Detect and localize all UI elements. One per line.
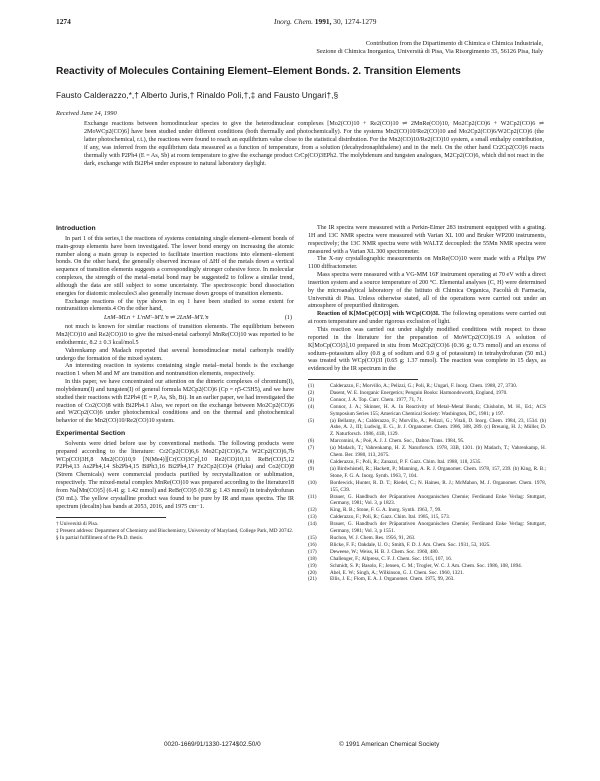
journal-volume: 30, 1274-1279: [333, 17, 377, 26]
equation-number: (1): [284, 315, 292, 322]
reference-item: [308, 445, 546, 459]
reference-item: [308, 480, 546, 494]
reference-item: [308, 397, 546, 404]
reference-text: (a) Bellamy, A.; Calderazzo, F.; Morvillo, A.; Pelizzi, G.; Vitali, D. Inorg. Chem. 1984, 23, 1534. (b) Ashe, A. J., III; Ludwig, E. G., Jr. J. Organomet. Chem. 1986, 308, 289. (c) Breunig, H. J.; Müller, D. Z. Naturforsch. 1986, 41B, 1129.: [330, 417, 546, 438]
reference-text: Deweese, W.; Weiss, H. B. J. Chem. Soc. 1960, 480.: [330, 548, 439, 555]
methods-paragraph-1: The IR spectra were measured with a Perkin-Elmer 283 instrument equipped with a grating. 1H and 13C NMR spectra were measured with Varian XL 100 and Bruker WP200 instruments, respectively; the 13C NMR spectra were with WALTZ decoupled: the 55Mn NMR spectra were measured with a Varian XL 300 spectrometer.: [308, 225, 546, 255]
reference-text: Calderazzo, F.; Morvillo, A.; Pelizzi, G.; Poli, R.; Ungari, F. Inorg. Chem. 1988, 27, 3730.: [330, 383, 518, 390]
reference-number: (18): [308, 555, 317, 562]
reference-item: [308, 494, 546, 508]
reference-number: (5): [308, 417, 315, 424]
reference-item: [308, 521, 546, 535]
reference-text: Schmidt, S. P.; Basolo, F.; Jensen, C. M.; Trogler, W. C. J. Am. Chem. Soc. 1986, 108, 1894.: [330, 562, 523, 569]
reference-item: [308, 556, 546, 563]
reference-number: (13): [308, 514, 317, 521]
reference-text: Brauer, G. Handbuch der Präparativen Anorganischen Chemie; Ferdinand Enke Verlag: Stuttgart, Germany, 1981; Vol. 3, p 1823.: [330, 493, 546, 507]
reaction-text: The following operations were carried out at room temperature and under rigorous exclusion of light.: [308, 311, 546, 326]
reference-number: (7): [308, 445, 315, 452]
intro-paragraph-6: In this paper, we have concentrated our attention on the dimeric complexes of chromium(I), molybdenum(I) and tungsten(I) of general formula M2Cp2(CO)6 (Cp = η5-C5H5), and we have studied their reactions with E2Ph4 (E = P, As, Sb, Bi). In an earlier paper, we had investigated the reaction of Co2(CO)8 with Bi2Ph4.1 Also, we report on the exchange between Mo2Cp2(CO)6 and W2Cp2(CO)6 under photochemical conditions and on the thermal and photochemical behavior of the Mn2(CO)10/Re2(CO)10 system.: [56, 379, 294, 425]
reference-text: Calderazzo, F.; Poli, R.; Gazz. Chim. Ital. 1985, 115, 573.: [330, 514, 450, 521]
contribution-line-1: Contribution from the Dipartimento di Chimica e Chimica Industriale,: [365, 40, 543, 47]
journal-name: Inorg. Chem.: [274, 17, 313, 26]
contribution-line-2: Sezione di Chimica Inorganica, Università di Pisa, Via Risorgimento 35, 56126 Pisa, Italy: [316, 48, 543, 56]
reference-number: (21): [308, 576, 317, 583]
reference-number: (8): [308, 459, 315, 465]
article-title: Reactivity of Molecules Containing Element–Element Bonds. 2. Transition Elements: [56, 66, 461, 77]
methods-paragraph-2: The X-ray crystallographic measurements on MnRe(CO)10 were made with a Philips PW 1100 diffractometer.: [308, 256, 546, 271]
footnote-rule: [56, 517, 166, 518]
left-column: [56, 225, 294, 733]
reference-item: [308, 549, 546, 556]
reference-item: [308, 390, 546, 397]
reference-number: (4): [308, 403, 315, 410]
reference-number: (17): [308, 548, 317, 555]
references-rule: [308, 379, 418, 380]
footnote-1: † Università di Pisa.: [56, 520, 99, 527]
received-date: Received June 14, 1990: [56, 110, 117, 117]
reference-number: (2): [308, 389, 315, 396]
reference-number: (1): [308, 383, 315, 390]
intro-paragraph-3: not much is known for similar reactions of transition elements. The equilibrium between Mn2(CO)10 and Re2(CO)10 to give the mixed-metal carbonyl MnRe(CO)10 was reported to be endothermic, 8.2 ± 0.3 kcal/mol.5: [56, 324, 294, 346]
reference-text: Abel, E. W.; Singh, A.; Wilkinson, G. J. Chem. Soc. 1960, 1321.: [330, 569, 464, 576]
reference-item: [308, 542, 546, 549]
reference-text: Marcomini, A.; Poë, A. J. J. Chem. Soc., Dalton Trans. 1984, 95.: [330, 438, 465, 445]
reaction-heading: Reaction of K[MoCp(CO)3] with WCp(CO)3I.: [317, 311, 440, 318]
journal-citation: [274, 17, 376, 26]
intro-paragraph-4: Vahrenkamp and Madach reported that several homodinuclear metal carbonyls readily undergo the formation of the mixed system.: [56, 347, 294, 362]
experimental-heading: Experimental Section: [56, 430, 126, 438]
contribution-affiliation: [223, 40, 543, 56]
methods-paragraph-5: This reaction was carried out under slightly modified conditions with respect to those reported in the literature for the preparation of MoWCp2(CO)6.19 A solution of K[MoCp(CO)3],10 prepared in situ from Mo2Cp2(CO)6 (0.36 g; 0.73 mmol) and an excess of sodium–potassium alloy (0.8 g of sodium and 0.9 g of potassium) in tetrahydrofuran (50 mL) was treated with WCp(CO)3I (0.65 g; 1.37 mmol). The reaction was complete in 15 days, as evidenced by the IR spectrum in the: [308, 326, 546, 373]
reference-text: Dasent, W. E. Inorganic Energetics; Penguin Books: Harmondsworth, England, 1970.: [330, 389, 508, 396]
copyright: © 1991 American Chemical Society: [339, 741, 440, 748]
introduction-heading: Introduction: [56, 225, 96, 232]
article-authors: Fausto Calderazzo,*,† Alberto Juris,† Rinaldo Poli,†,‡ and Fausto Ungari†,§: [56, 90, 339, 100]
intro-paragraph-1: In part 1 of this series,1 the reactions of systems containing single element–element bonds of main-group elements have been investigated. The lower bond energy on increasing the atomic number along a main group is expected to facilitate insertion reactions into element–element bonds. On the other hand, the generally observed increase of ΔHf of the metals down a vertical sequence of transition elements suggests a correspondingly stronger cohesive force. In molecular complexes, the strength of the metal–metal bond may be suggested2 to follow a similar trend, although the data are still subject to some uncertainty. The spectroscopic bond dissociation energies for diatomic molecules3 also generally increase down groups of transition elements.: [56, 235, 294, 297]
reference-number: (9): [308, 465, 315, 472]
reference-item: [308, 383, 546, 390]
methods-paragraph-3: Mass spectra were measured with a VG-MM 16F instrument operating at 70 eV with a direct insertion system and a source temperature of 200 °C. Elemental analyses (C, H) were determined by the microanalytical laboratory of the Istituto di Chimica Organica, Facoltà di Farmacia, Università di Pisa. Unless otherwise stated, all of the operations were carried out under an atmosphere of prepurified dinitrogen.: [308, 272, 546, 310]
reference-text: Connor, J. A. Top. Curr. Chem. 1977, 71, 71.: [330, 396, 424, 403]
page-number: 1274: [56, 17, 71, 26]
reference-item: [308, 563, 546, 570]
right-column: [308, 225, 546, 733]
reference-item: [308, 570, 546, 577]
reference-text: Ruchon, W. J. Chem. Res. 1956, 91, 263.: [330, 534, 416, 541]
reference-number: (11): [308, 493, 317, 500]
reference-text: Blicke, F. F.; Oakdale, U. O.; Smith, F. D. J. Am. Chem. Soc. 1931, 53, 1025.: [330, 541, 491, 548]
abstract: Exchange reactions between homodinuclear species to give the heterodinuclear complexes [Mo2(CO)10 + Re2(CO)10 ⇌ 2MnRe(CO)10, Mo2Cp2(CO)6 + W2Cp2(CO)6 ⇌ 2MoWCp2(CO)6] have been studied under different conditions (both thermally and photochemically). For the systems Mn2(CO)10/Re2(CO)10 and Mo2Cp2(CO)6/W2Cp2(CO)6 (the latter photochemical, r.t.), the reactions were found to reach an equilibrium value close to the statistical distribution. For the Mn2(CO)10/Re2(CO)10 system, a small enthalpy contribution, if any, was inferred from the equilibrium data measured as a function of temperature, from a solution (decahydronaphthalene) and in the melt. On the other hand Cr2Cp2(CO)6 reacts thermally with P2Ph4 (E = As, Sb) at room temperature to give the exchange product CrCp(CO)3EPh2. The molybdenum and tungsten analogues, M2Cp2(CO)6, which did not react in the dark, exchange with Bi2Ph4 under exposure to natural laboratory daylight.: [84, 121, 544, 167]
reference-number: (16): [308, 541, 317, 548]
reference-text: Challenger, F.; Allpress, C. F. J. Chem. Soc. 1915, 107, 16.: [330, 555, 453, 562]
reference-number: (3): [308, 396, 315, 403]
reference-item: [308, 507, 546, 514]
reference-text: Bordewick, Hunter, R. D. T.; Riedel, C.; N. Haines, R. J.; McMahon, M. J. Organomet. Chem. 1978, 155, C39.: [330, 479, 546, 493]
reference-item: [308, 404, 546, 418]
reference-number: (6): [308, 438, 315, 445]
reference-text: (a) Birdwhistell, R.; Hackett, P.; Manning, A. R. J. Organomet. Chem. 1978, 157, 239. (b) King, R. B.; Stone, F. G. A. Inorg. Synth. 1963, 7, 104.: [330, 465, 546, 479]
page-footer: [164, 741, 464, 751]
reference-text: King, R. B.; Stone, F. G. A. Inorg. Synth. 1963, 7, 99.: [330, 507, 442, 514]
footnote-2: ‡ Present address: Department of Chemistry and Biochemistry, University of Maryland, College Park, MD 20742.: [56, 527, 294, 534]
reference-text: (a) Madach, T.; Vahrenkamp, H. Z. Naturforsch. 1978, 33B, 1301. (b) Madach, T.; Vahrenkamp, H. Chem. Ber. 1980, 113, 2675.: [330, 445, 546, 459]
reference-number: (19): [308, 562, 317, 569]
reference-text: Connor, J. A.; Skinner, H. A. In Reactivity of Metal–Metal Bonds; Chisholm, M. H., Ed.; ACS Symposium Series 155; American Chemical Society: Washington, DC, 1981; p 197.: [330, 403, 546, 417]
reference-item: [308, 418, 546, 439]
footnote-3: § In partial fulfillment of the Ph.D. thesis.: [56, 534, 144, 541]
reference-item: [308, 466, 546, 480]
intro-paragraph-2: Exchange reactions of the type shown in eq 1 have been studied to some extent for nontransition elements.4 On the other hand,: [56, 298, 294, 313]
experimental-paragraph-1: Solvents were dried before use by conventional methods. The following products were prepared according to the literature: Cr2Cp2(CO)6,6 Mo2Cp2(CO)6,7a W2Cp2(CO)6,7b WCp(CO)3H,8 Mn2(CO)10,9 [N(Me4)][Cr(CO)3Cp],10 Re2(CO)10,11 ReBr(CO)5,12 P2Ph4,13 As2Ph4,14 Sb2Ph4,15 BiPh3,16 Bi2Ph4,17 Fe2Cp2(CO)4 (Fluka) and Co2(CO)8 (Strem Chemicals) were commercial products purified by recrystallization or sublimation, respectively. The mixed-metal complex MnRe(CO)10 was prepared according to the literature18 from Na[Mn(CO)5] (6.41 g; 1.42 mmol) and ReBr(CO)5 (0.58 g; 1.43 mmol) in tetrahydrofuran (50 mL). The yellow crystalline product was found to be pure by IR and mass spectra. The IR spectrum (decalin) has bands at 2053, 2016, and 1975 cm−1.: [56, 440, 294, 510]
journal-year: 1991,: [314, 17, 332, 26]
reference-item: [308, 535, 546, 542]
reference-number: (20): [308, 569, 317, 576]
reference-text: Brauer, G. Handbuch der Präparativen Anorganischen Chemie; Ferdinand Enke Verlag: Stuttgart, Germany, 1981; Vol. 3, p 1551.: [330, 521, 546, 535]
reference-item: [308, 459, 546, 466]
reaction-paragraph: [308, 311, 546, 327]
equation-text: LnM–MLn + L′nM′–M′L′n ⇌ 2LnM–M′L′n: [104, 315, 209, 322]
reference-text: Calderazzo, F.; Poli, R.; Zanazzi, P. F. Gazz. Chim. Ital. 1988, 118, 2535.: [330, 459, 482, 465]
reference-number: (10): [308, 479, 317, 486]
reference-number: (12): [308, 507, 317, 514]
reference-number: (15): [308, 534, 317, 541]
reference-text: Ellis, J. E.; Flom, E. A. J. Organomet. Chem. 1975, 99, 263.: [330, 576, 455, 583]
article-code: 0020-1669/91/1330-1274$02.50/0: [164, 741, 261, 748]
reference-item: [308, 514, 546, 521]
intro-paragraph-5: An interesting reaction in systems containing single metal–metal bonds is the exchange reaction 1 when M and M′ are transition and nontransition elements, respectively.: [56, 363, 294, 378]
reference-number: (14): [308, 521, 317, 528]
reference-item: [308, 576, 546, 583]
references-list: [308, 383, 546, 583]
equation-1: [56, 315, 294, 323]
running-header: [56, 17, 543, 29]
